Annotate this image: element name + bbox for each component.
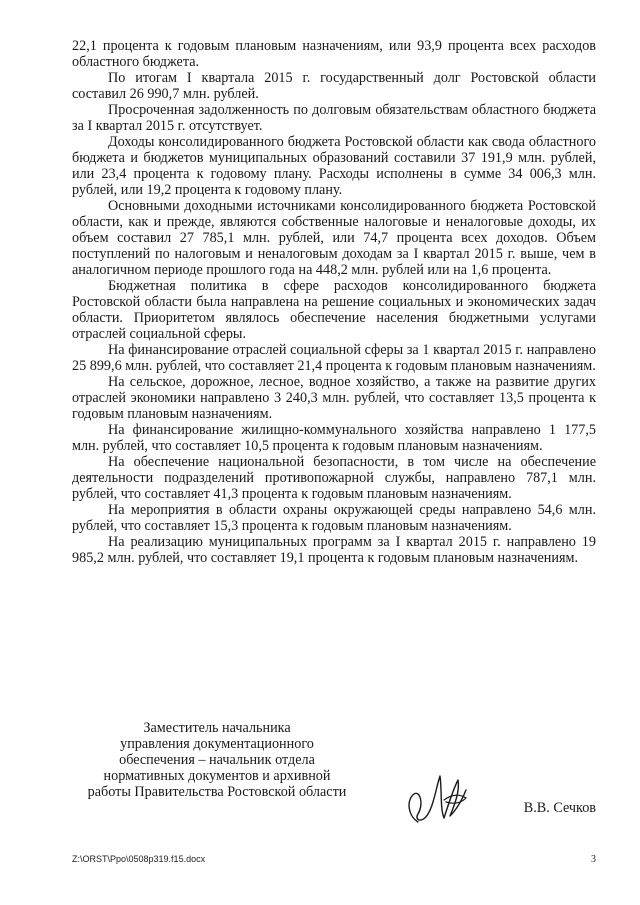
signatory-title-line: работы Правительства Ростовской области (87, 784, 347, 800)
document-body (72, 38, 596, 566)
signature-block (72, 720, 596, 830)
paragraph: На финансирование отраслей социальной сферы за 1 квартал 2015 г. направлено 25 899,6 млн. рублей, что составляет 21,4 процента к годовым плановым назначениям. (72, 342, 596, 374)
paragraph: На сельское, дорожное, лесное, водное хозяйство, а также на развитие других отраслей экономики направлено 3 240,3 млн. рублей, что составляет 13,5 процента к годовым плановым назначениям. (72, 374, 596, 422)
paragraph: Бюджетная политика в сфере расходов консолидированного бюджета Ростовской области была направлена на решение социальных и экономических задач области. Приоритетом являлось обеспечение населения бюджетными услугами отраслей социальной сферы. (72, 278, 596, 342)
paragraph: По итогам I квартала 2015 г. государственный долг Ростовской области составил 26 990,7 млн. рублей. (72, 70, 596, 102)
paragraph: На реализацию муниципальных программ за I квартал 2015 г. направлено 19 985,2 млн. рублей, что составляет 19,1 процента к годовым плановым назначениям. (72, 534, 596, 566)
footer-file-path: Z:\ORST\Ppo\0508p319.f15.docx (72, 854, 206, 864)
paragraph: Основными доходными источниками консолидированного бюджета Ростовской области, как и прежде, являются собственные налоговые и неналоговые доходы, их объем составил 27 785,1 млн. рублей, или 74,7 процента всех доходов. Объем поступлений по налоговым и неналоговым доходам за I квартал 2015 г. выше, чем в аналогичном периоде прошлого года на 448,2 млн. рублей или на 1,6 процента. (72, 198, 596, 278)
page-number: 3 (591, 854, 596, 865)
handwritten-signature (400, 770, 480, 830)
signatory-title-line: управления документационного (120, 736, 314, 752)
paragraph: На обеспечение национальной безопасности, в том числе на обеспечение деятельности подразделений противопожарной службы, направлено 787,1 млн. рублей, что составляет 41,3 процента к годовым плановым назначениям. (72, 454, 596, 502)
paragraph: 22,1 процента к годовым плановым назначениям, или 93,9 процента всех расходов областного бюджета. (72, 38, 596, 70)
paragraph: Просроченная задолженность по долговым обязательствам областного бюджета за I квартал 2015 г. отсутствует. (72, 102, 596, 134)
signatory-title-line: нормативных документов и архивной (103, 768, 331, 784)
paragraph: Доходы консолидированного бюджета Ростовской области как свода областного бюджета и бюджетов муниципальных образований составили 37 191,9 млн. рублей, или 23,4 процента к годовому плану. Расходы исполнены в сумме 34 006,3 млн. рублей, или 19,2 процента к годовому плану. (72, 134, 596, 198)
signatory-title-line: Заместитель начальника (143, 720, 291, 736)
signatory-title-line: обеспечения – начальник отдела (119, 752, 315, 768)
signatory-name: В.В. Сечков (523, 800, 596, 816)
paragraph: На мероприятия в области охраны окружающей среды направлено 54,6 млн. рублей, что составляет 15,3 процента к годовым плановым назначениям. (72, 502, 596, 534)
paragraph: На финансирование жилищно-коммунального хозяйства направлено 1 177,5 млн. рублей, что составляет 10,5 процента к годовым плановым назначениям. (72, 422, 596, 454)
signatory-title (72, 720, 362, 800)
